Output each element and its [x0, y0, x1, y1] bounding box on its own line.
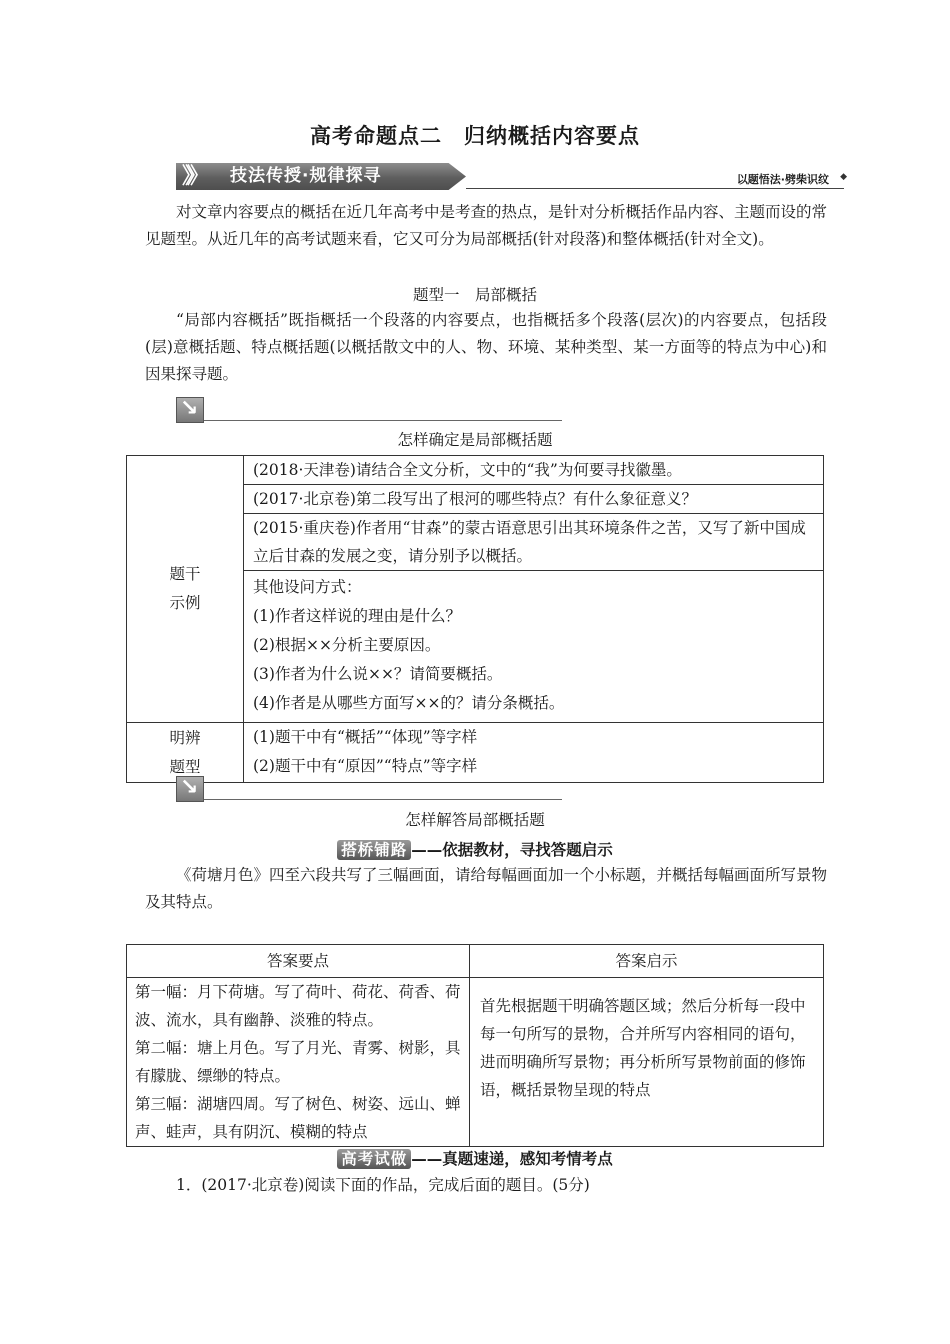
- other-ways-line: (1)作者这样说的理由是什么？: [253, 607, 461, 625]
- subheading-bridge: [0, 838, 950, 860]
- section1-title: 怎样确定是局部概括题: [397, 431, 553, 449]
- page-title: 高考命题点二 归纳概括内容要点: [310, 124, 640, 148]
- intro-paragraph: 对文章内容要点的概括在近几年高考中是考查的热点，是针对分析概括作品内容、主题而设的常见题型。从近几年的高考试题来看，它又可分为局部概括(针对段落)和整体概括(针对全文)。: [145, 203, 828, 248]
- examples-label-line: 题干: [169, 565, 201, 583]
- section-marker: [176, 397, 562, 423]
- subheading-exam: [0, 1147, 950, 1169]
- other-ways-line: (4)作者是从哪些方面写××的？请分条概括。: [253, 694, 565, 712]
- identify-label-line: 明辨: [169, 728, 201, 747]
- banner-label: 技法传授·规律探寻: [230, 166, 382, 186]
- diamond-icon: ◆: [840, 172, 847, 182]
- example-cell: (2015·重庆卷)作者用“甘森”的蒙古语意思引出其环境条件之苦，又写了新中国成立后甘森的发展之变，请分别予以概括。: [244, 514, 824, 571]
- answer-hints-header: 答案启示: [470, 945, 824, 978]
- answer-point: 第二幅：塘上月色。写了月光、青雾、树影，具有朦胧、缥缈的特点。: [135, 1039, 461, 1085]
- other-ways-line: 其他设问方式：: [253, 578, 362, 596]
- marker-divider: [204, 420, 562, 421]
- subheading-text: ——真题速递，感知考情考点: [411, 1150, 613, 1168]
- example-cell: (2018·天津卷)请结合全文分析，文中的“我”为何要寻找徽墨。: [244, 456, 824, 485]
- other-ways-cell: [244, 571, 824, 723]
- marker-divider: [204, 799, 562, 800]
- answer-points-cell: [127, 978, 470, 1147]
- subheading-text: ——依据教材，寻找答题启示: [411, 841, 613, 859]
- section2-title: 怎样解答局部概括题: [405, 811, 545, 829]
- subheading-tag: 高考试做: [337, 1149, 411, 1169]
- banner-subtitle: 以题悟法·劈柴识纹: [736, 173, 829, 186]
- section-banner: [176, 161, 849, 193]
- type1-description: “局部内容概括”既指概括一个段落的内容要点，也指概括多个段落(层次)的内容要点，包括段(层)意概括题、特点概括题(以概括散文中的人、物、环境、某种类型、某一方面等的特点为中心)和因果探寻题。: [145, 311, 827, 383]
- arrow-down-right-icon: ↘: [176, 776, 204, 802]
- other-ways-line: (2)根据××分析主要原因。: [253, 636, 441, 654]
- identify-cell: [244, 723, 824, 783]
- other-ways-line: (3)作者为什么说××？请简要概括。: [253, 665, 503, 683]
- type1-heading: 题型一 局部概括: [412, 286, 537, 304]
- identify-line: (2)题干中有“原因”“特点”等字样: [253, 757, 478, 775]
- identify-table: [126, 455, 824, 783]
- answer-hint-cell: 首先根据题干明确答题区域；然后分析每一段中每一句所写的景物，合并所写内容相同的语句，进而明确所写景物；再分析所写景物前面的修饰语，概括景物呈现的特点: [470, 978, 824, 1147]
- examples-label-line: 示例: [169, 594, 201, 612]
- identify-label-cell: [127, 723, 244, 783]
- identify-line: (1)题干中有“概括”“体现”等字样: [253, 728, 478, 746]
- subheading-tag: 搭桥铺路: [337, 840, 411, 860]
- question-1: 1．(2017·北京卷)阅读下面的作品，完成后面的题目。(5分): [176, 1176, 590, 1194]
- section-marker: [176, 776, 562, 802]
- arrow-down-right-icon: ↘: [176, 397, 204, 423]
- answer-point: 第三幅：湖塘四周。写了树色、树姿、远山、蝉声、蛙声，具有阴沉、模糊的特点: [135, 1095, 461, 1141]
- identify-label-line: 题型: [169, 757, 201, 776]
- answer-points-header: 答案要点: [127, 945, 470, 978]
- answer-table: [126, 944, 824, 1147]
- answer-point: 第一幅：月下荷塘。写了荷叶、荷花、荷香、荷波、流水，具有幽静、淡雅的特点。: [135, 983, 461, 1029]
- question-intro: 《荷塘月色》四至六段共写了三幅画面，请给每幅画面加一个小标题，并概括每幅画面所写景物及其特点。: [145, 866, 828, 911]
- chevron-right-icon: 》》: [182, 164, 204, 189]
- example-cell: (2017·北京卷)第二段写出了根河的哪些特点？有什么象征意义？: [244, 485, 824, 514]
- banner-divider: [466, 188, 844, 189]
- examples-label-cell: [127, 456, 244, 723]
